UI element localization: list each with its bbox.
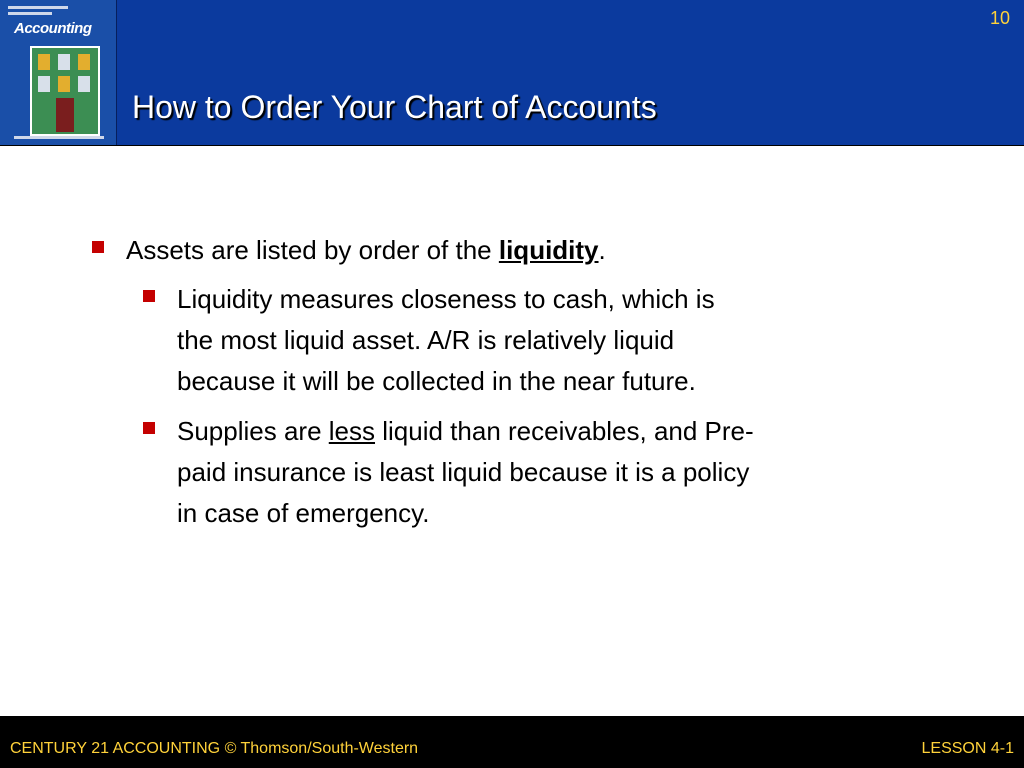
bullet-text-segment: Assets are listed by order of the xyxy=(126,235,499,265)
cover-footer-stripe xyxy=(14,136,104,139)
cover-window xyxy=(38,76,50,92)
bullet-marker xyxy=(92,241,104,253)
bullet-text-segment: Supplies are xyxy=(177,416,329,446)
sub-bullet-line: Liquidity measures closeness to cash, which is xyxy=(177,284,715,314)
sub-bullet-line: paid insurance is least liquid because it is a policy xyxy=(177,457,750,487)
cover-stripe xyxy=(8,12,52,15)
cover-door xyxy=(56,98,74,132)
sub-bullet-marker xyxy=(143,290,155,302)
keyword-less: less xyxy=(328,416,376,446)
cover-window xyxy=(78,76,90,92)
sub-bullet-line: the most liquid asset. A/R is relatively liquid xyxy=(177,325,675,355)
bullet-text-segment: . xyxy=(598,235,606,265)
keyword-liquidity: liquidity xyxy=(498,235,599,265)
book-cover-title: Accounting xyxy=(14,20,92,37)
footer-course-label: CENTURY 21 ACCOUNTING © Thomson/South-Western xyxy=(10,740,419,757)
sub-bullet-line: in case of emergency. xyxy=(177,498,430,528)
slide-header xyxy=(0,0,1024,146)
cover-window xyxy=(38,54,50,70)
bullet-text-segment: liquid than receivables, and Pre- xyxy=(375,416,754,446)
sub-bullet-line xyxy=(177,411,754,451)
footer-lesson-label: LESSON 4-1 xyxy=(921,740,1014,757)
bullet-text xyxy=(126,230,606,270)
book-cover-image xyxy=(0,0,117,145)
slide-footer xyxy=(0,716,1024,768)
cover-window xyxy=(78,54,90,70)
sub-bullet-marker xyxy=(143,422,155,434)
sub-bullet-line: because it will be collected in the near future. xyxy=(177,366,696,396)
cover-stripe xyxy=(8,6,68,9)
cover-building-illustration xyxy=(30,46,100,136)
slide-title: How to Order Your Chart of Accounts xyxy=(132,89,657,125)
cover-window xyxy=(58,76,70,92)
slide-number: 10 xyxy=(989,8,1010,28)
cover-window xyxy=(58,54,70,70)
